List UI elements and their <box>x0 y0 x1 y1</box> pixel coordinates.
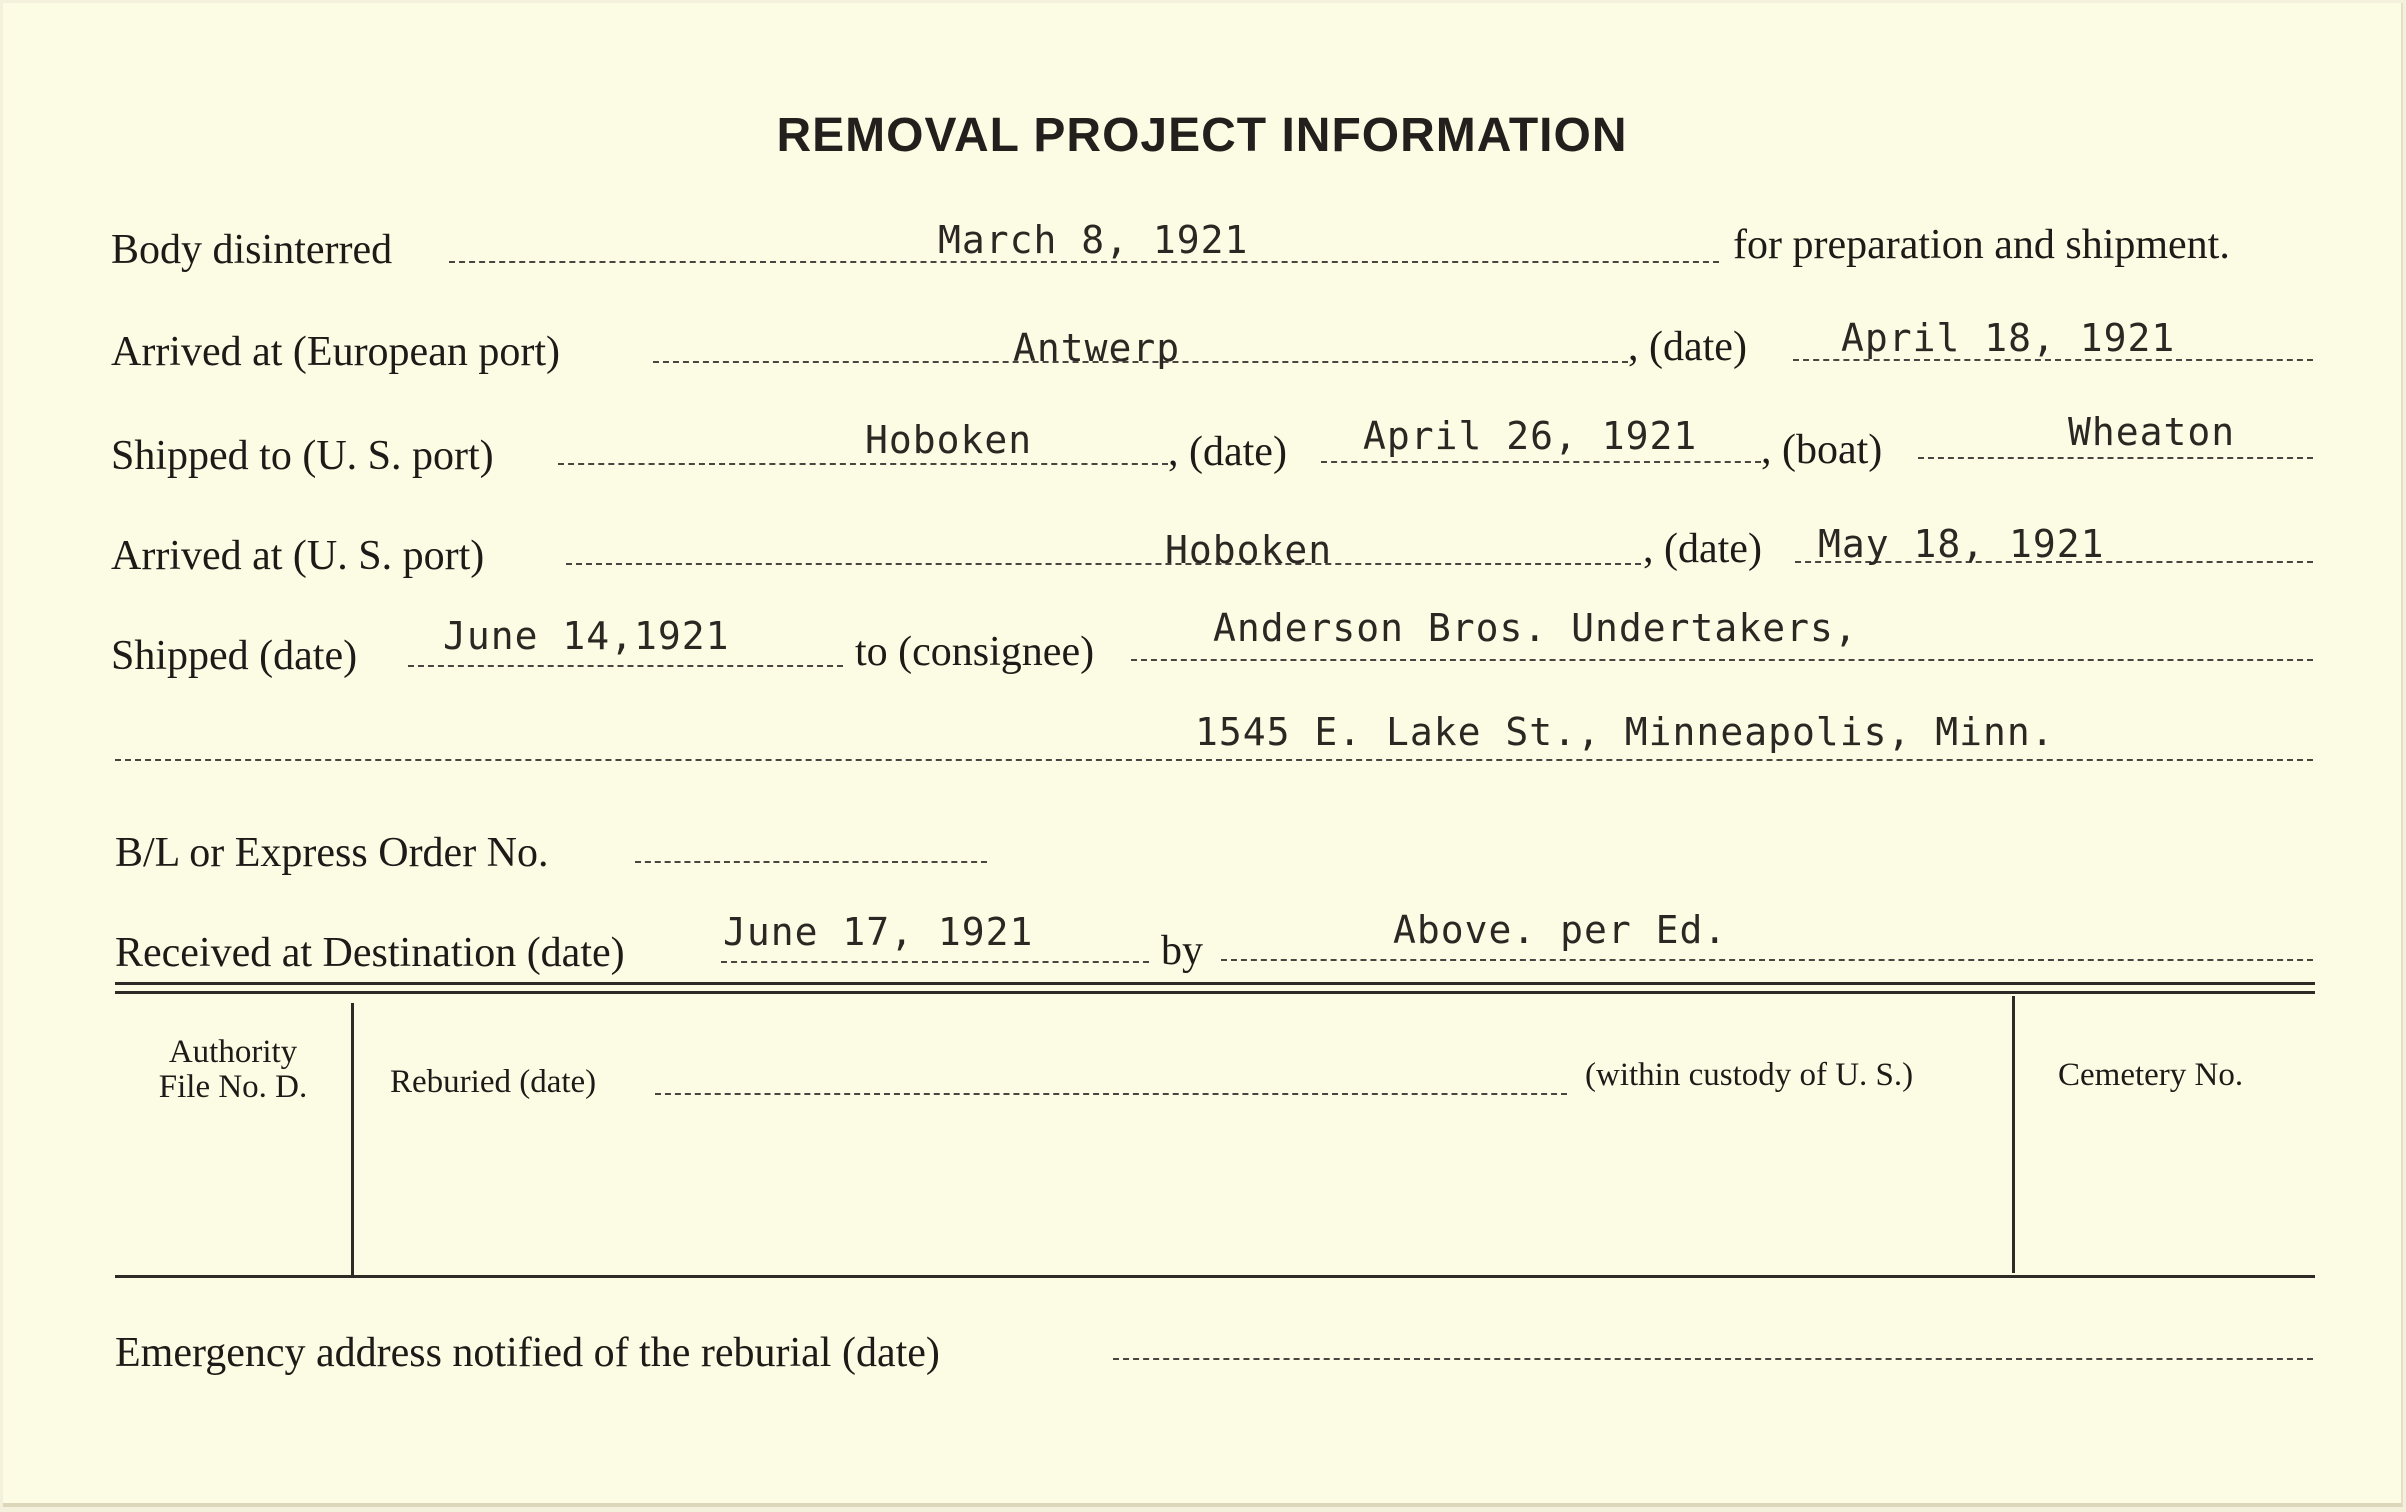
authority-divider <box>351 1003 354 1277</box>
arrived-us-port-line <box>566 563 1641 565</box>
consignee-label: to (consignee) <box>855 629 1095 675</box>
shipped-final-date: June 14,1921 <box>443 614 730 658</box>
body-disinterred-date: March 8, 1921 <box>938 218 1249 262</box>
cemetery-number-label: Cemetery No. <box>2058 1057 2244 1093</box>
received-date: June 17, 1921 <box>723 910 1034 954</box>
reburied-date-label: Reburied (date) <box>390 1064 597 1100</box>
boat-name: Wheaton <box>2068 410 2236 454</box>
shipped-us-date: April 26, 1921 <box>1363 414 1698 458</box>
cemetery-divider <box>2012 996 2015 1273</box>
bl-express-line <box>635 861 987 863</box>
removal-card <box>3 3 2403 1507</box>
table-top-rule <box>115 982 2315 985</box>
boat-label: , (boat) <box>1761 427 1883 473</box>
european-date-label: , (date) <box>1628 324 1747 370</box>
shipped-us-port-value: Hoboken <box>865 418 1033 462</box>
received-date-line <box>721 961 1149 963</box>
arrived-us-port-label: Arrived at (U. S. port) <box>111 533 485 579</box>
reburied-date-line <box>655 1093 1567 1095</box>
received-destination-label: Received at Destination (date) <box>115 930 625 976</box>
arrived-us-date: May 18, 1921 <box>1818 522 2105 566</box>
shipped-date-line <box>1321 461 1761 463</box>
european-arrival-date: April 18, 1921 <box>1841 316 2176 360</box>
received-by-value: Above. per Ed. <box>1393 908 1728 952</box>
arrived-us-port-value: Hoboken <box>1165 528 1333 572</box>
european-port-value: Antwerp <box>1013 326 1181 370</box>
arrived-us-date-label: , (date) <box>1643 526 1762 572</box>
table-top-rule-inner <box>115 991 2315 994</box>
received-by-label: by <box>1161 928 1203 974</box>
consignee-line-2 <box>115 759 2313 761</box>
boat-line <box>1918 457 2313 459</box>
shipped-date-row-line <box>408 665 843 667</box>
emergency-address-label: Emergency address notified of the reburial (date) <box>115 1330 940 1376</box>
preparation-shipment-label: for preparation and shipment. <box>1733 222 2230 268</box>
authority-file-label: Authority File No. D. <box>158 1034 308 1105</box>
emergency-date-line <box>1113 1358 2313 1360</box>
arrived-european-port-label: Arrived at (European port) <box>111 329 560 375</box>
received-by-line <box>1221 959 2313 961</box>
consignee-address: 1545 E. Lake St., Minneapolis, Minn. <box>1195 710 2055 754</box>
table-bottom-rule <box>115 1275 2315 1278</box>
form-title: REMOVAL PROJECT INFORMATION <box>776 109 1628 162</box>
custody-label: (within custody of U. S.) <box>1585 1057 1914 1093</box>
shipped-date-label: , (date) <box>1168 429 1287 475</box>
bl-express-label: B/L or Express Order No. <box>115 830 549 876</box>
body-disinterred-label: Body disinterred <box>111 227 393 273</box>
consignee-line-1 <box>1131 659 2313 661</box>
shipped-date-row-label: Shipped (date) <box>111 633 358 679</box>
shipped-us-port-label: Shipped to (U. S. port) <box>111 433 494 479</box>
consignee-name: Anderson Bros. Undertakers, <box>1213 606 1858 650</box>
shipped-us-port-line <box>558 463 1168 465</box>
